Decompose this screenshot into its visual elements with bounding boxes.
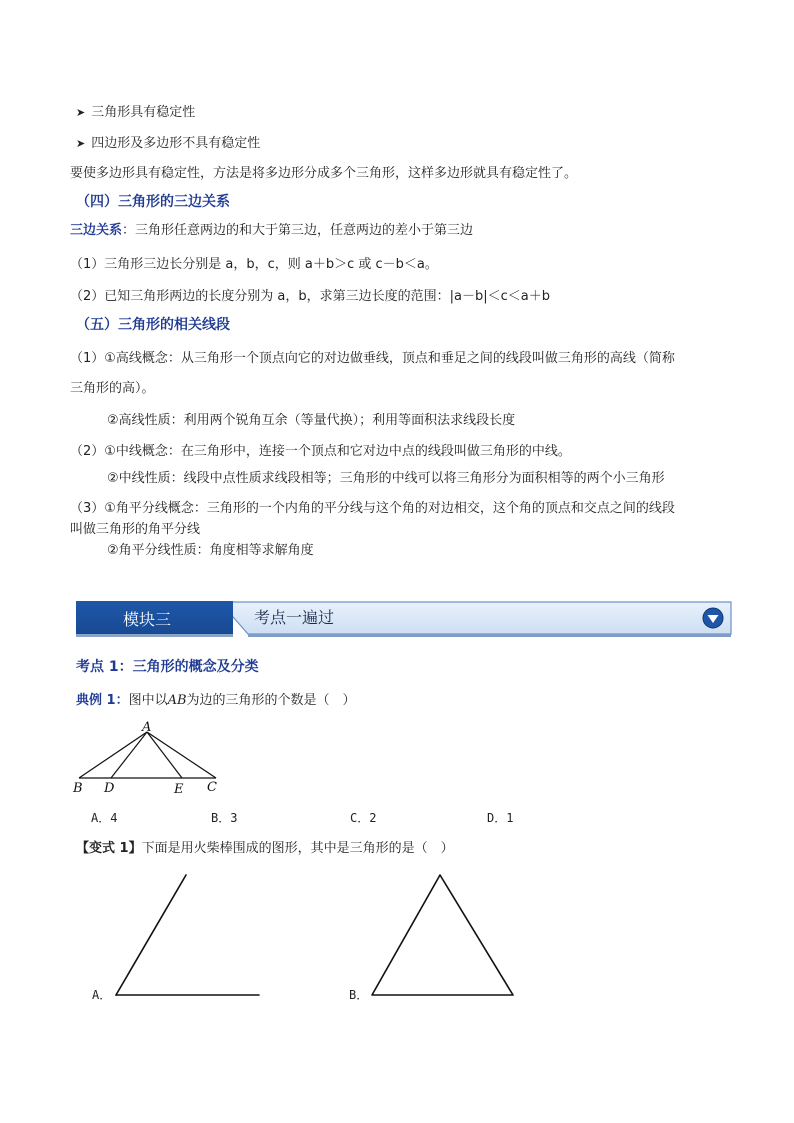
chevron-down-circle-icon bbox=[702, 607, 724, 629]
bullet-text: 三角形具有稳定性 bbox=[91, 105, 196, 120]
variant1-question bbox=[76, 840, 454, 857]
section5-title: （五）三角形的相关线段 bbox=[76, 317, 230, 333]
point-label-d: D bbox=[104, 781, 115, 796]
banner-title: 考点一遍过 bbox=[254, 608, 335, 627]
relation-item-2: （2）已知三角形两边的长度分别为 a，b，求第三边长度的范围：|a－b|＜c＜a＋b bbox=[70, 289, 550, 304]
variant-option-b-label[interactable]: B． bbox=[349, 988, 369, 1002]
relation-label: 三边关系 bbox=[70, 223, 123, 238]
module-label: 模块三 bbox=[123, 610, 172, 629]
matchstick-open-shape bbox=[110, 868, 270, 1000]
option-c[interactable]: C．2 bbox=[350, 811, 377, 825]
kaodian-label: 考点 1： bbox=[76, 659, 133, 675]
bisector-def-line2: 叫做三角形的角平分线 bbox=[70, 522, 201, 537]
altitude-def-line1: （1）①高线概念：从三角形一个顶点向它的对边做垂线，顶点和垂足之间的线段叫做三角形的高线（简称 bbox=[70, 351, 675, 366]
median-def: （2）①中线概念：在三角形中，连接一个顶点和它对边中点的线段叫做三角形的中线。 bbox=[70, 444, 571, 459]
example1-text-post: 为边的三角形的个数是（ ） bbox=[186, 693, 356, 708]
median-property: ②中线性质：线段中点性质求线段相等；三角形的中线可以将三角形分为面积相等的两个小三角形 bbox=[107, 471, 665, 486]
variant-option-a-label[interactable]: A． bbox=[92, 988, 112, 1002]
variant1-label: 【变式 1】 bbox=[76, 841, 142, 856]
bisector-property: ②角平分线性质：角度相等求解角度 bbox=[107, 543, 314, 558]
bullet-text: 四边形及多边形不具有稳定性 bbox=[91, 136, 261, 151]
relation-item-1: （1）三角形三边长分别是 a，b，c，则 a＋b＞c 或 c－b＜a。 bbox=[70, 257, 438, 272]
example1-text-pre: 图中以 bbox=[128, 693, 168, 708]
stability-note: 要使多边形具有稳定性，方法是将多边形分成多个三角形，这样多边形就具有稳定性了。 bbox=[70, 166, 578, 181]
relation-line bbox=[70, 222, 473, 239]
altitude-property: ②高线性质：利用两个锐角互余（等量代换）；利用等面积法求线段长度 bbox=[107, 413, 516, 428]
matchstick-triangle-shape bbox=[365, 868, 520, 1000]
bisector-def-line1: （3）①角平分线概念：三角形的一个内角的平分线与这个角的对边相交，这个角的顶点和交点之间的线段 bbox=[70, 501, 675, 516]
module-badge bbox=[76, 601, 233, 637]
arrow-bullet-icon: ➤ bbox=[76, 106, 86, 119]
point-label-a: A bbox=[142, 720, 152, 735]
segment-ac bbox=[147, 732, 216, 778]
segment-ad bbox=[111, 732, 147, 778]
example1-label: 典例 1： bbox=[76, 693, 129, 708]
segment-ae bbox=[147, 732, 182, 778]
variant1-text: 下面是用火柴棒围成的图形，其中是三角形的是（ ） bbox=[141, 841, 454, 856]
example1-segment-ab: AB bbox=[167, 693, 187, 708]
altitude-def-line2: 三角形的高）。 bbox=[70, 381, 155, 396]
option-d[interactable]: D．1 bbox=[487, 811, 514, 825]
bullet-item-1 bbox=[76, 104, 195, 121]
arrow-bullet-icon: ➤ bbox=[76, 137, 86, 150]
segment-ab bbox=[79, 732, 147, 778]
point-label-b: B bbox=[73, 781, 83, 796]
module-banner bbox=[218, 601, 733, 634]
relation-text: ：三角形任意两边的和大于第三边，任意两边的差小于第三边 bbox=[122, 223, 474, 238]
kaodian-heading bbox=[76, 656, 259, 676]
section4-title: （四）三角形的三边关系 bbox=[76, 194, 230, 210]
point-label-e: E bbox=[174, 782, 184, 797]
option-a[interactable]: A．4 bbox=[91, 811, 118, 825]
bullet-item-2 bbox=[76, 135, 260, 152]
triangle-figure bbox=[70, 718, 230, 800]
point-label-c: C bbox=[207, 780, 217, 795]
kaodian-title: 三角形的概念及分类 bbox=[132, 659, 259, 675]
option-b[interactable]: B．3 bbox=[211, 811, 238, 825]
example1-question bbox=[76, 692, 356, 709]
